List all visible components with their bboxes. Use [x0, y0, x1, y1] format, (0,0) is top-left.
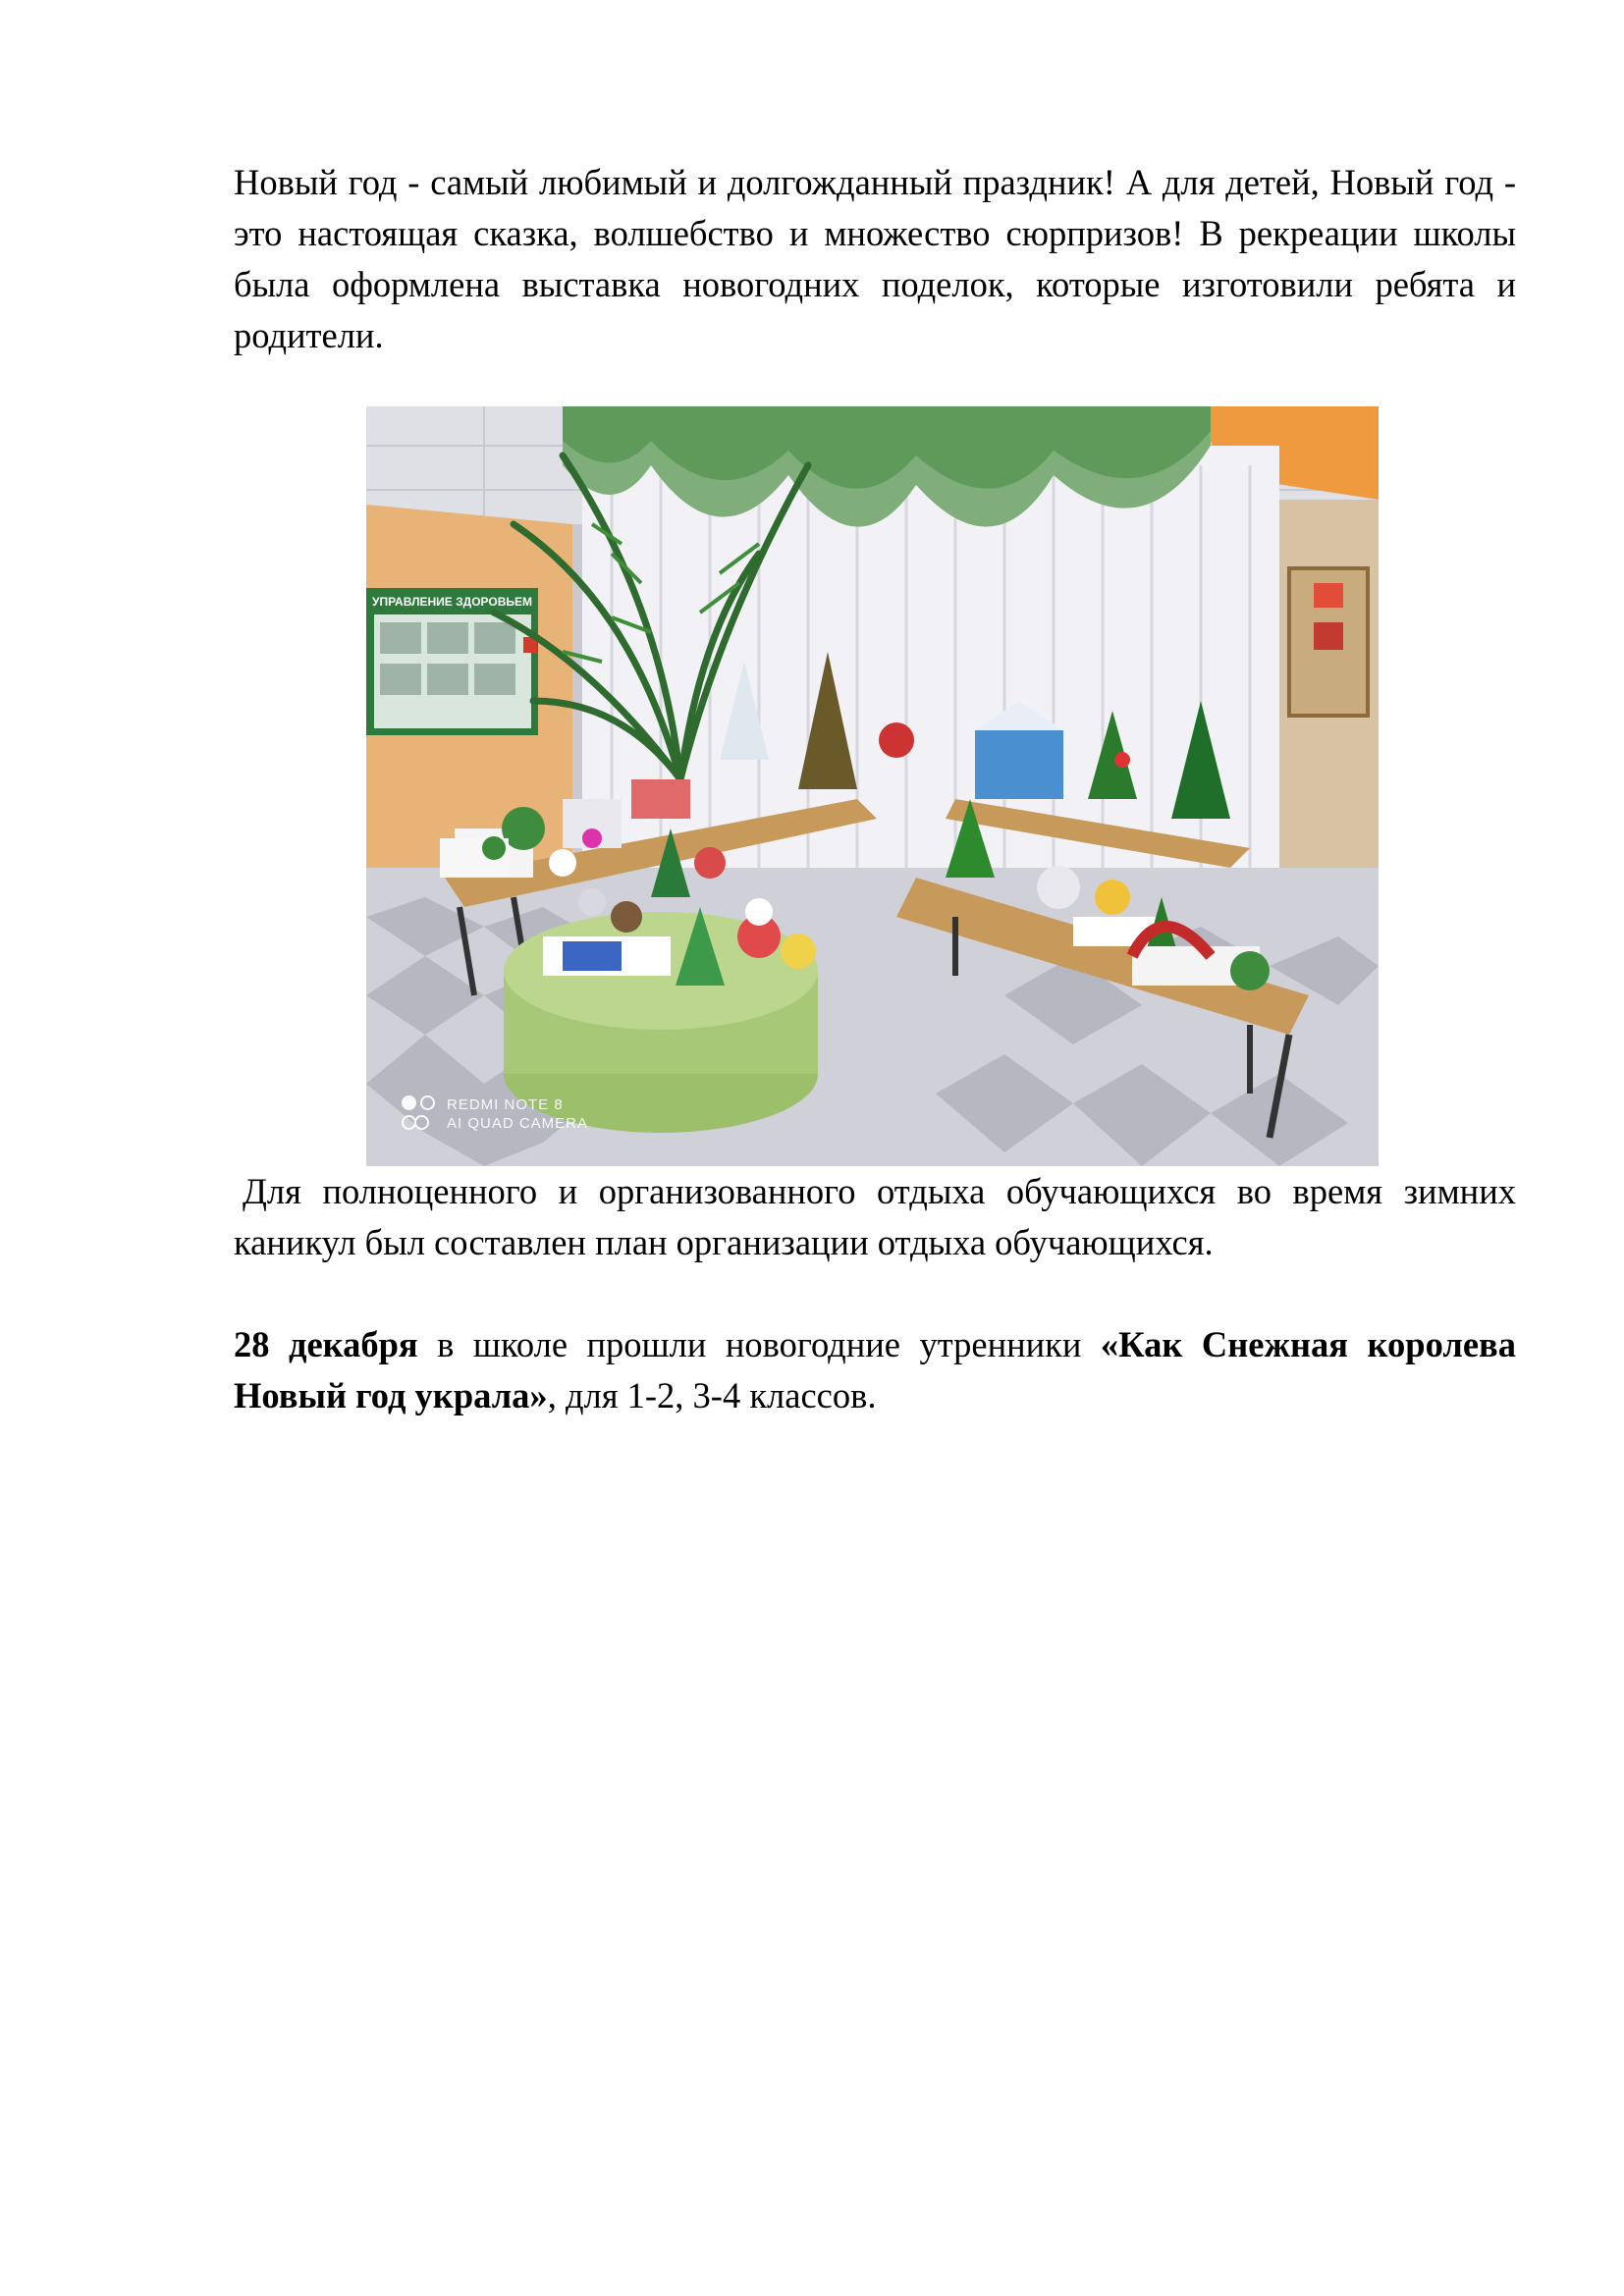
event-paragraph — [234, 1319, 1516, 1421]
camera-watermark — [402, 1095, 588, 1133]
event-text-middle: в школе прошли новогодние утренники — [417, 1324, 1101, 1364]
event-title: «Как Снежная королева Новый год украла» — [234, 1324, 1516, 1415]
camera-logo-icon — [402, 1095, 437, 1133]
exhibition-photo — [366, 406, 1379, 1166]
event-text-end: , для 1-2, 3-4 классов. — [547, 1375, 877, 1415]
intro-paragraph: Новый год - самый любимый и долгожданный праздник! А для детей, Новый год - это настоящая сказка, волшебство и множество сюрпризов! В рекреации школы была оформлена выставка новогодних поделок, которые изготовили ребята и родители. — [234, 162, 1516, 355]
watermark-line-2: AI QUAD CAMERA — [447, 1115, 589, 1132]
watermark-line-1: REDMI NOTE 8 — [447, 1096, 564, 1113]
exhibition-photo-illustration — [366, 406, 1379, 1166]
vacation-plan-paragraph: Для полноценного и организованного отдыха обучающихся во время зимних каникул был составлен план организации отдыха обучающихся. — [234, 1171, 1516, 1262]
event-date: 28 декабря — [234, 1324, 418, 1364]
board-heading-text: УПРАВЛЕНИЕ ЗДОРОВЬЕМ — [372, 595, 532, 609]
